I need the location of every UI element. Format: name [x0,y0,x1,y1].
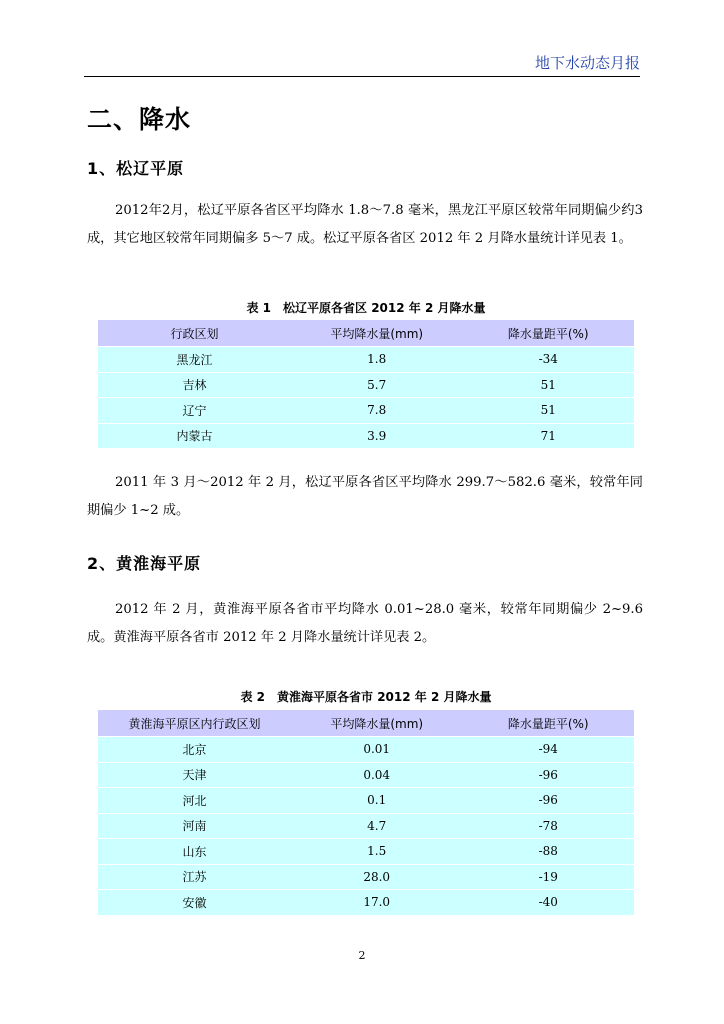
precipitation-cell: 4.7 [291,813,463,839]
section-title: 二、降水 [87,105,192,134]
column-header: 降水量距平(%) [462,710,634,737]
paragraph-1: 2012年2月，松辽平原各省区平均降水 1.8～7.8 毫米，黑龙江平原区较常年同期偏少约3成，其它地区较常年同期偏多 5～7 成。松辽平原各省区 2012 年 2 月降水量统计详见表 1。 [87,203,643,246]
region-cell: 山东 [98,839,291,865]
table-row [98,813,634,839]
table-row [98,864,634,890]
table-2 [98,710,634,916]
table-row [98,372,634,398]
header-title: 地下水动态月报 [534,54,640,72]
region-cell: 河北 [98,788,291,814]
region-cell: 吉林 [98,372,291,398]
region-cell: 内蒙古 [98,423,291,449]
anomaly-cell: -34 [462,347,634,373]
column-header: 平均降水量(mm) [291,710,463,737]
table-row [98,347,634,373]
anomaly-cell: 71 [462,423,634,449]
region-cell: 安徽 [98,890,291,916]
anomaly-cell: 51 [462,372,634,398]
table-header-row [98,320,634,347]
precipitation-cell: 28.0 [291,864,463,890]
paragraph-2: 2011 年 3 月～2012 年 2 月，松辽平原各省区平均降水 299.7～582.6 毫米，较常年同期偏少 1~2 成。 [87,475,643,518]
subsection-title-2: 2、黄淮海平原 [87,554,202,573]
table-row [98,839,634,865]
precipitation-cell: 17.0 [291,890,463,916]
table-row [98,398,634,424]
table-row [98,890,634,916]
table-row [98,762,634,788]
precipitation-cell: 3.9 [291,423,463,449]
anomaly-cell: -78 [462,813,634,839]
precipitation-cell: 5.7 [291,372,463,398]
table-header-row [98,710,634,737]
table-1 [98,320,634,449]
anomaly-cell: -88 [462,839,634,865]
anomaly-cell: -96 [462,762,634,788]
table-row [98,788,634,814]
precipitation-cell: 0.1 [291,788,463,814]
anomaly-cell: 51 [462,398,634,424]
table-row [98,737,634,763]
paragraph-3: 2012 年 2 月，黄淮海平原各省市平均降水 0.01~28.0 毫米，较常年同期偏少 2~9.6 成。黄淮海平原各省市 2012 年 2 月降水量统计详见表 2。 [87,602,643,645]
precipitation-cell: 1.8 [291,347,463,373]
anomaly-cell: -94 [462,737,634,763]
anomaly-cell: -19 [462,864,634,890]
anomaly-cell: -40 [462,890,634,916]
subsection-title-1: 1、松辽平原 [87,159,185,178]
page-number: 2 [358,949,366,962]
column-header: 降水量距平(%) [462,320,634,347]
region-cell: 北京 [98,737,291,763]
table-1-caption: 表 1 松辽平原各省区 2012 年 2 月降水量 [246,301,486,315]
region-cell: 辽宁 [98,398,291,424]
region-cell: 江苏 [98,864,291,890]
precipitation-cell: 1.5 [291,839,463,865]
page-header [84,50,640,77]
region-cell: 黑龙江 [98,347,291,373]
precipitation-cell: 0.04 [291,762,463,788]
column-header: 黄淮海平原区内行政区划 [98,710,291,737]
precipitation-cell: 0.01 [291,737,463,763]
column-header: 行政区划 [98,320,291,347]
anomaly-cell: -96 [462,788,634,814]
column-header: 平均降水量(mm) [291,320,463,347]
table-row [98,423,634,449]
table-2-caption: 表 2 黄淮海平原各省市 2012 年 2 月降水量 [240,690,492,704]
region-cell: 天津 [98,762,291,788]
region-cell: 河南 [98,813,291,839]
precipitation-cell: 7.8 [291,398,463,424]
